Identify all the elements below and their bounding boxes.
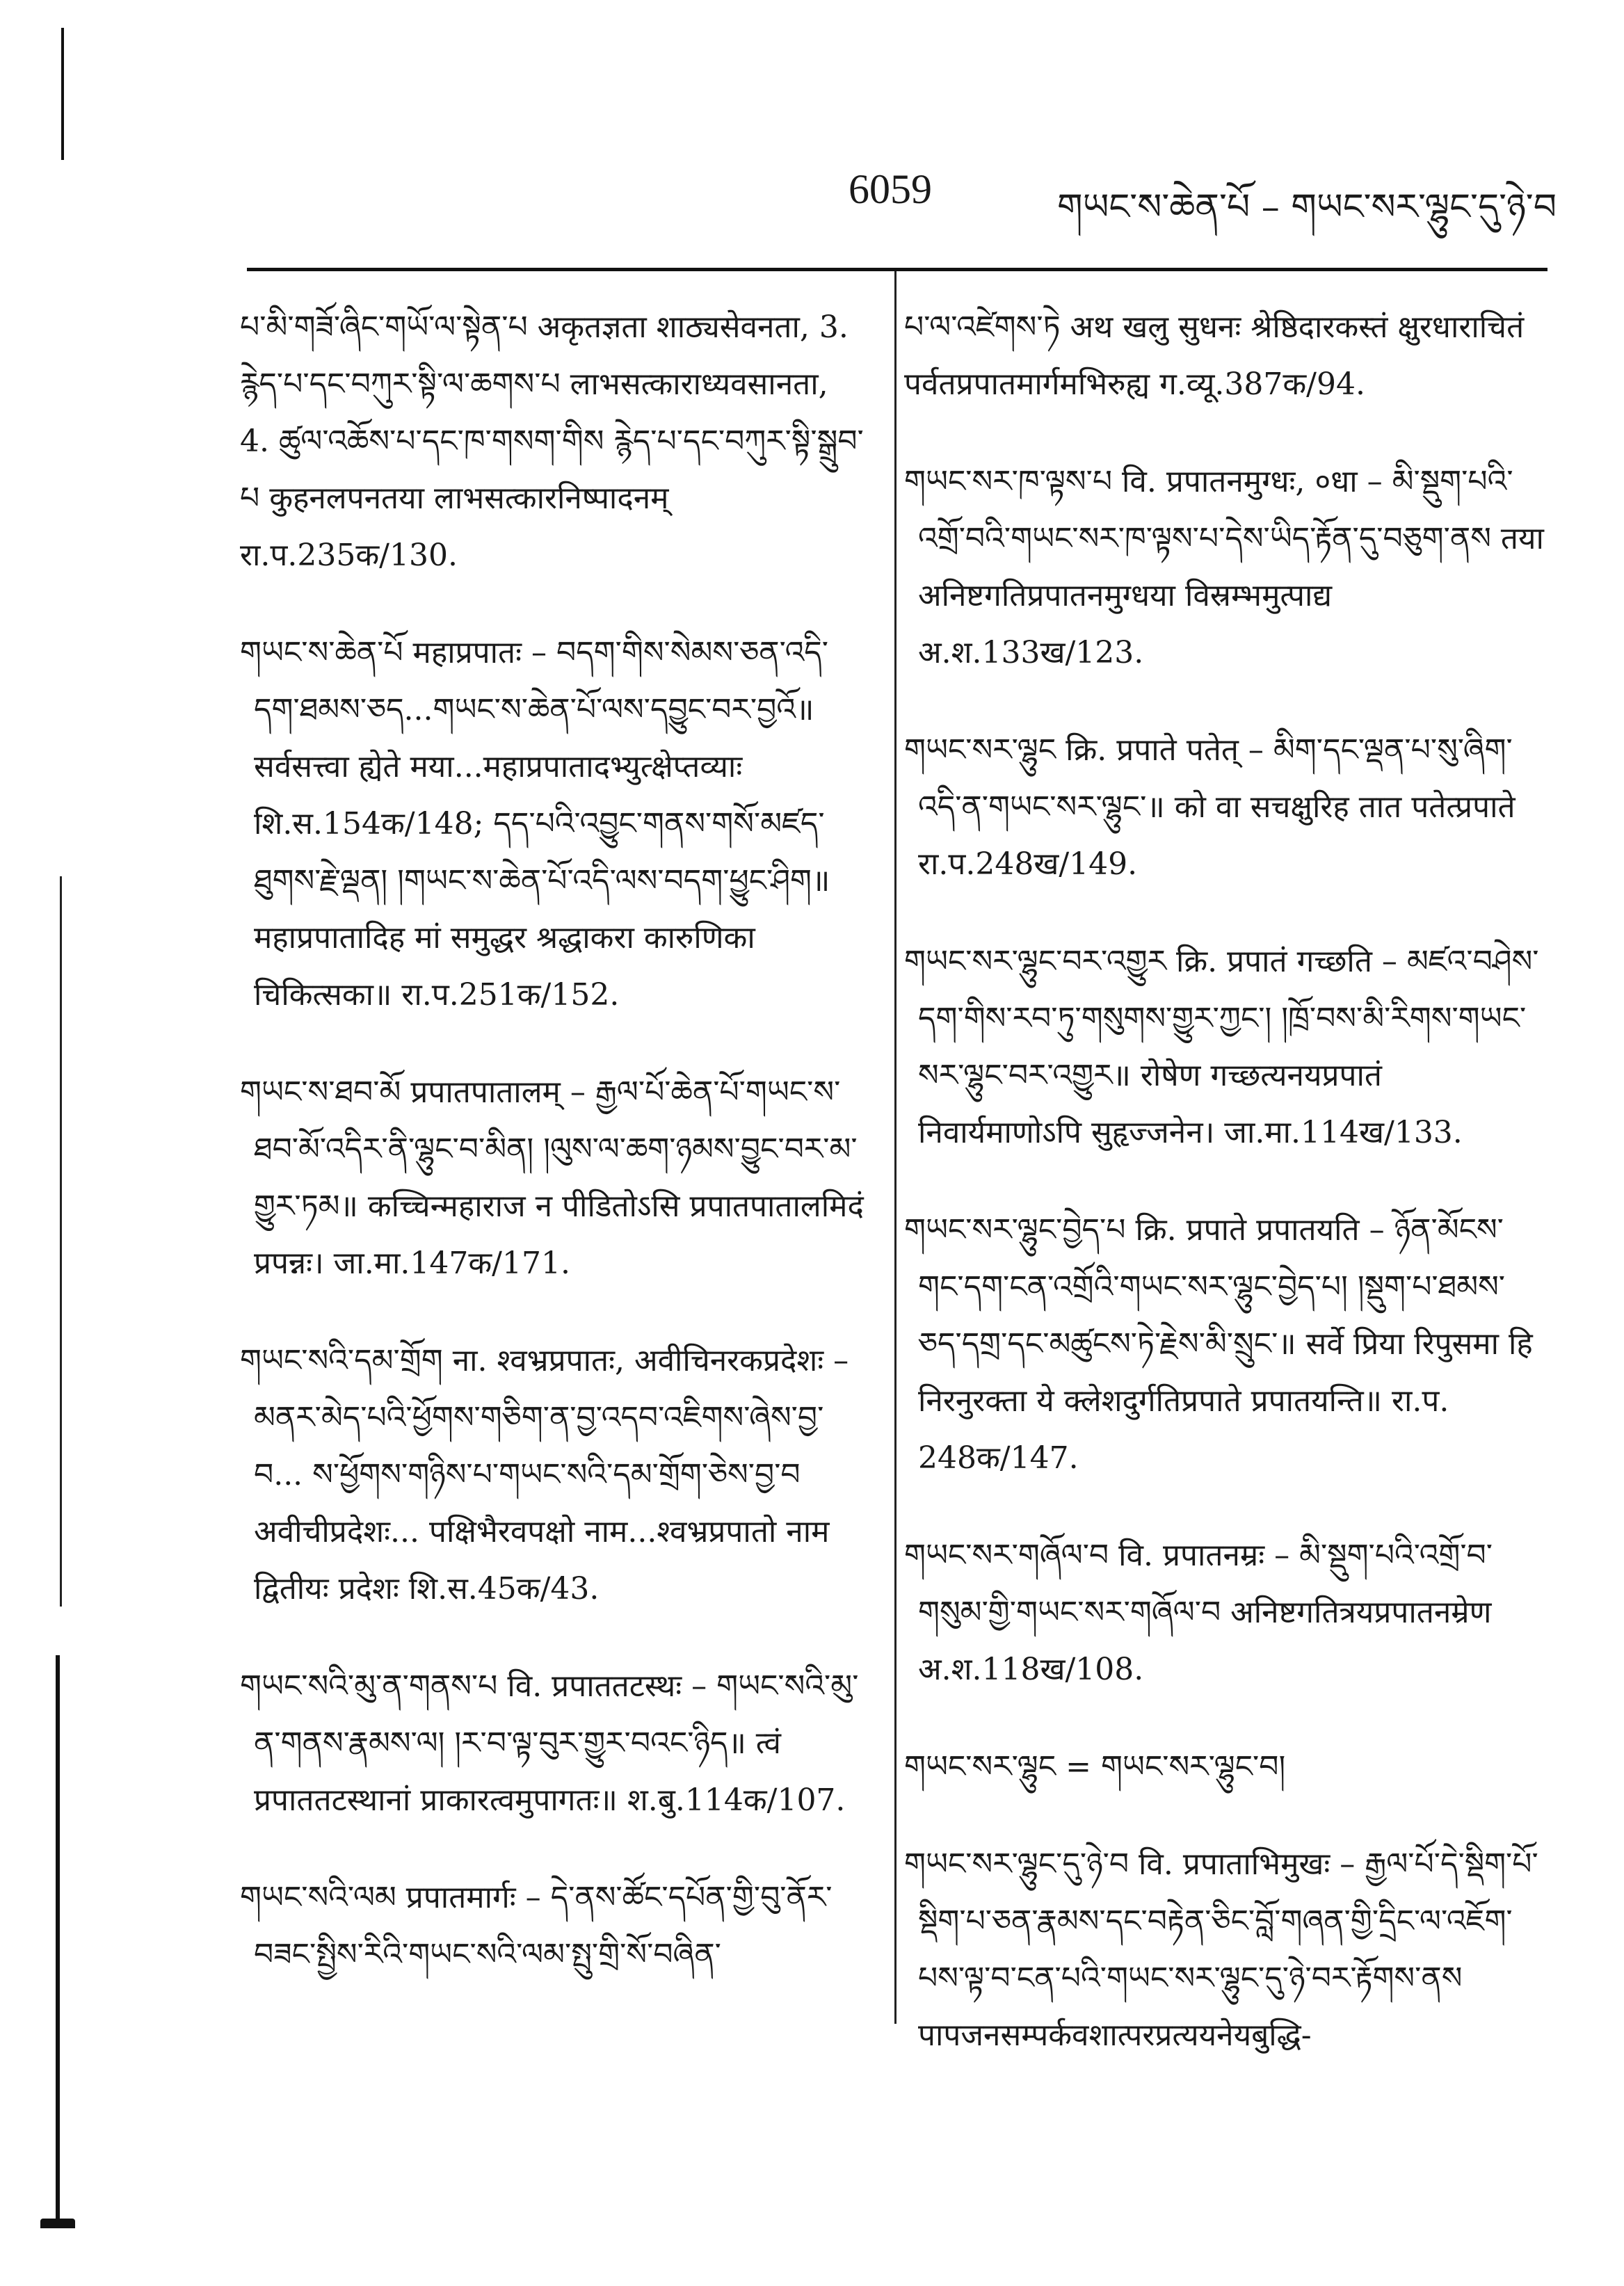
page-number: 6059 — [849, 166, 932, 212]
dictionary-entry: གཡང་སར་ཁ་ལྟས་པ वि. प्रपातनमुग्धः, ०धा – མི་སྡུག་པའི་འགྲོ་བའི་གཡང་སར་ཁ་ལྟས་པ་དེས་ཡིད་རྟོན་དུ་བཅུག་ནས तया अनिष्टगतिप्रपातनमुग्धया विस्रम्भमुत्पाद्य अ.श.133ख/123. — [904, 464, 1544, 670]
dictionary-entry: གཡང་ས་ཐབ་མོ प्रपातपातालम् – རྒྱལ་པོ་ཆེན་པོ་གཡང་ས་ཐབ་མོ་འདིར་ནི་ལྷུང་བ་མིན། །ལུས་ལ་ཆག་ཉམས་བྱུང་བར་མ་གྱུར་ཏམ॥ कच्चिन्महाराज न पीडितोऽसि प्रपातपातालमिदं प्रपन्नः। जा.मा.147क/171. — [240, 1074, 864, 1281]
scan-edge-mark — [60, 876, 62, 1607]
column-divider — [894, 271, 897, 2024]
running-head: གཡང་ས་ཆེན་པོ – གཡང་སར་ལྷུང་དུ་ཉེ་བ — [1057, 186, 1557, 228]
page-header — [250, 159, 1557, 228]
entry-continuation: པ་ལ་འཛེགས་ཏེ अथ खलु सुधनः श्रेष्ठिदारकस्तं क्षुरधाराचितं पर्वतप्रपातमार्गमभिरुह्य ग.व्यू.387क/94. — [904, 309, 1525, 402]
scan-edge-mark — [40, 2219, 75, 2228]
dictionary-entry: གཡང་ས་ཆེན་པོ महाप्रपातः – བདག་གིས་སེམས་ཅན་འདི་དག་ཐམས་ཅད...གཡང་ས་ཆེན་པོ་ལས་དབྱུང་བར་བྱའོ॥ सर्वसत्त्वा ह्येते मया...महाप्रपातादभ्युत्क्षेप्तव्याः शि.स.154क/148; དད་པའི་འབྱུང་གནས་གསོ་མཛད་ཐུགས་རྗེ་ལྡན། །གཡང་ས་ཆེན་པོ་འདི་ལས་བདག་ཕྱུང་ཤིག॥ महाप्रपातादिह मां समुद्धर श्रद्धाकरा कारुणिका चिकित्सका॥ रा.प.251क/152. — [240, 635, 830, 1013]
header-rule — [247, 268, 1547, 271]
dictionary-entry: གཡང་སར་ལྷུང = གཡང་སར་ལྷུང་བ། — [904, 1749, 1286, 1785]
dictionary-entry: གཡང་སའི་མུ་ན་གནས་པ वि. प्रपाततटस्थः – གཡང་སའི་མུ་ན་གནས་རྣམས་ལ། །ར་བ་ལྟ་བུར་གྱུར་བའང་ཉིད॥ त्वं प्रपाततटस्थानां प्राकारत्वमुपागतः॥ श.बु.114क/107. — [240, 1668, 859, 1818]
scan-edge-mark — [61, 28, 64, 160]
dictionary-entry: གཡང་སའི་དམ་གྲོག ना. श्वभ्रप्रपातः, अवीचिनरकप्रदेशः – མནར་མེད་པའི་ཕྱོགས་གཅིག་ན་བྱ་འདབ་འཇིགས་ཞེས་བྱ་བ... ས་ཕྱོགས་གཉིས་པ་གཡང་སའི་དམ་གྲོག་ཅེས་བྱ་བ अवीचीप्रदेशः... पक्षिभैरवपक्षो नाम...श्वभ्रप्रपातो नाम द्वितीयः प्रदेशः शि.स.45क/43. — [240, 1343, 849, 1607]
dictionary-entry: གཡང་སར་ལྷུང་དུ་ཉེ་བ वि. प्रपाताभिमुखः – རྒྱལ་པོ་དེ་སྡིག་པོ་སྡིག་པ་ཅན་རྣམས་དང་བརྟེན་ཅིང་བློ་གཞན་གྱི་དྲིང་ལ་འཇོག་པས་ལྟ་བ་ངན་པའི་གཡང་སར་ལྷུང་དུ་ཉེ་བར་རྟོགས་ནས पापजनसम्पर्कवशात्परप्रत्ययनेयबुद्धि- — [904, 1846, 1538, 2053]
entry-continuation: པ་མི་གཟོ་ཞིང་གཡོ་ལ་སྟེན་པ अकृतज्ञता शाठ्यसेवनता, 3. རྙེད་པ་དང་བཀུར་སྟི་ལ་ཆགས་པ लाभसत्काराध्यवसानता, 4. ཚུལ་འཆོས་པ་དང་ཁ་གསག་གིས རྙེད་པ་དང་བཀུར་སྟི་སྒྲུབ་པ कुहनलपनतया लाभसत्कारनिष्पादनम् रा.प.235क/130. — [240, 309, 864, 573]
dictionary-entry: གཡང་སར་གཞོལ་བ वि. प्रपातनम्रः – མི་སྡུག་པའི་འགྲོ་བ་གསུམ་གྱི་གཡང་སར་གཞོལ་བ अनिष्टगतित्रयप्रपातनम्रेण अ.श.118ख/108. — [904, 1538, 1493, 1687]
scan-edge-mark — [56, 1655, 60, 2225]
dictionary-entry: གཡང་སའི་ལམ प्रपातमार्गः – དེ་ནས་ཚོང་དཔོན་གྱི་བུ་ནོར་བཟང་སྤྱིས་རིའི་གཡང་སའི་ལམ་སྤུ་གྲི་སོ་བཞིན་ — [240, 1880, 833, 1972]
left-column — [240, 299, 866, 2024]
dictionary-entry: གཡང་སར་ལྷུང་བྱེད་པ क्रि. प्रपाते प्रपातयति – ཉོན་མོངས་གང་དག་ངན་འགྲོའི་གཡང་སར་ལྷུང་བྱེད་པ། །སྡུག་པ་ཐམས་ཅད་དགྲ་དང་མཚུངས་ཏེ་རྗེས་མི་སྲུང་॥ सर्वे प्रिया रिपुसमा हि निरनुरक्ता ये क्लेशदुर्गतिप्रपाते प्रपातयन्ति॥ रा.प. 248क/147. — [904, 1212, 1533, 1476]
dictionary-entry: གཡང་སར་ལྷུང क्रि. प्रपाते पतेत् – མིག་དང་ལྡན་པ་སུ་ཞིག་འདི་ན་གཡང་སར་ལྷུང་॥ को वा सचक्षुरिह तात पतेत्प्रपाते रा.प.248ख/149. — [904, 732, 1516, 882]
dictionary-entry: གཡང་སར་ལྷུང་བར་འགྱུར क्रि. प्रपातं गच्छति – མཛའ་བཤེས་དག་གིས་རབ་ཏུ་གསུགས་གྱུར་ཀྱང་། །ཁྲོ་བས་མི་རིགས་གཡང་སར་ལྷུང་བར་འགྱུར॥ रोषेण गच्छत्यनयप्रपातं निवार्यमाणोऽपि सुहृज्जनेन। जा.मा.114ख/133. — [904, 944, 1539, 1150]
right-column — [904, 299, 1544, 2104]
